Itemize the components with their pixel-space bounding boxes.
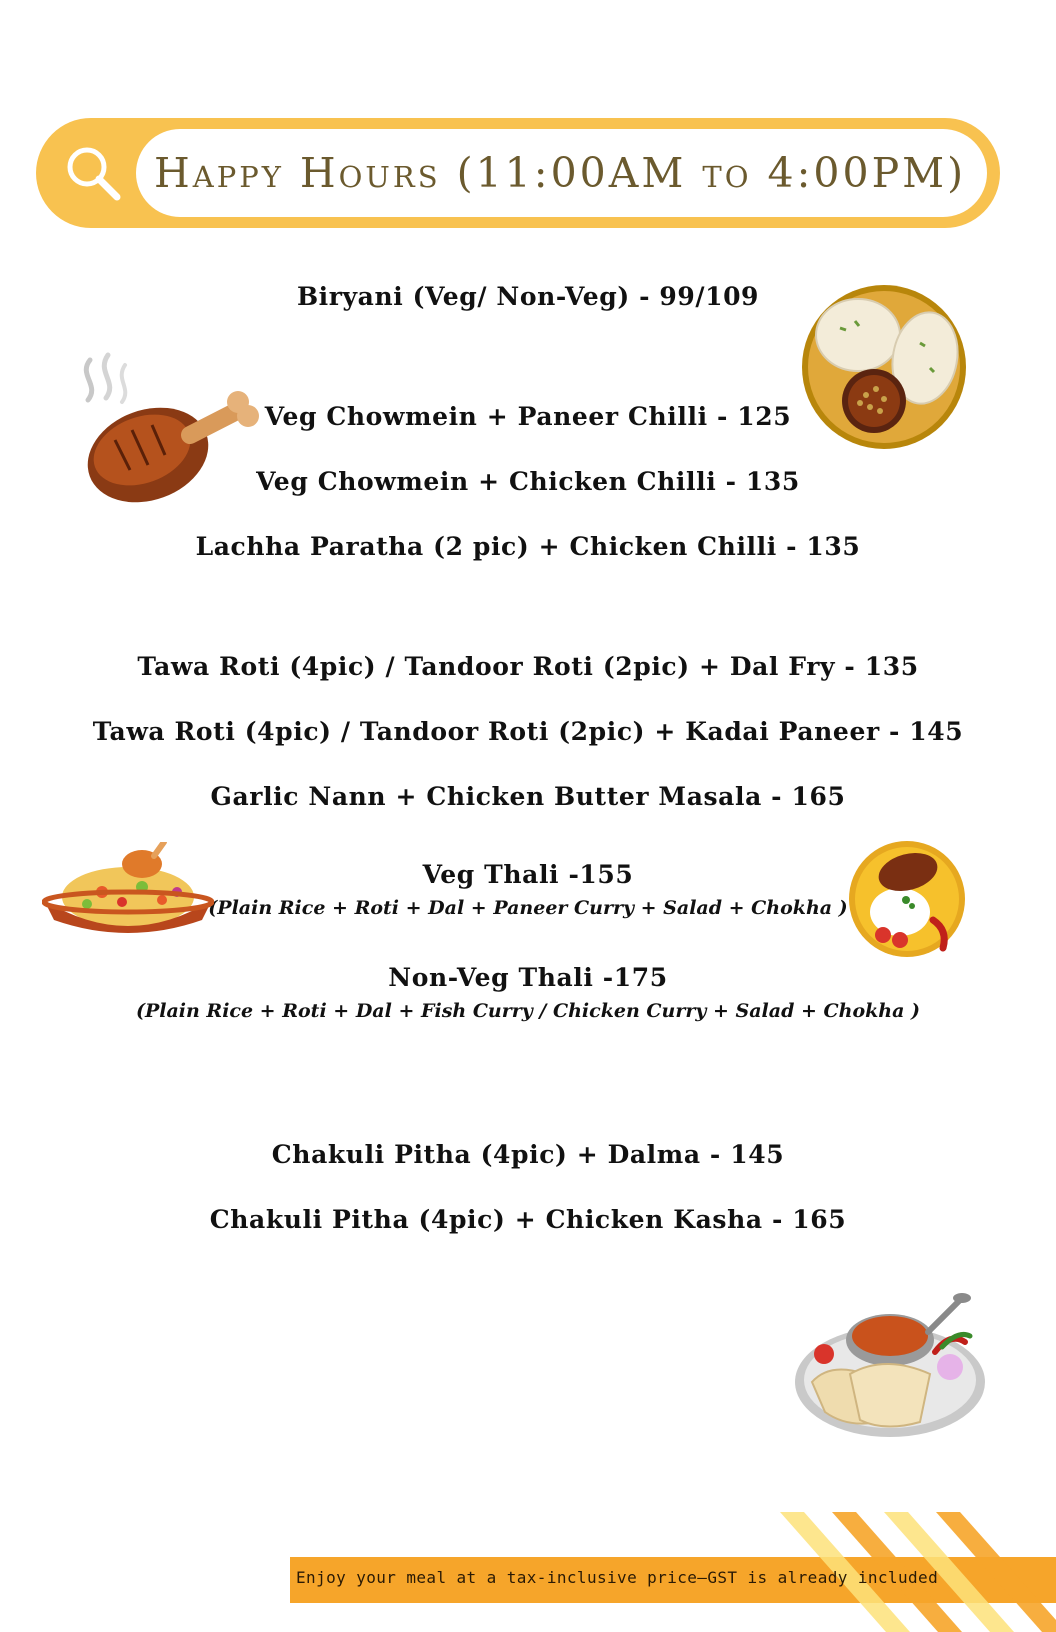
biryani-bowl-icon [42,842,214,947]
menu-item-veg-thali: Veg Thali -155 [422,860,634,889]
page-title: Happy Hours (11:00AM to 4:00PM) [154,149,967,197]
menu-item-chakuli-dalma: Chakuli Pitha (4pic) + Dalma - 145 [271,1140,785,1169]
menu-item-nonveg-thali: Non-Veg Thali -175 [388,963,668,992]
search-icon [62,142,124,204]
footer-note: Enjoy your meal at a tax-inclusive price—GST is already included [296,1568,939,1587]
menu-item-veg-chowmein-paneer: Veg Chowmein + Paneer Chilli - 125 [264,402,792,431]
nonveg-thali-description: (Plain Rice + Roti + Dal + Fish Curry / Chicken Curry + Salad + Chokha ) [135,1000,921,1022]
header-title-box [136,129,987,217]
chicken-leg-icon [70,350,270,510]
menu-item-lachha-paratha: Lachha Paratha (2 pic) + Chicken Chilli - 135 [195,532,861,561]
menu-item-garlic-nann: Garlic Nann + Chicken Butter Masala - 165 [210,782,846,811]
header-bar [36,118,1000,228]
chicken-rice-plate-icon [848,840,966,958]
menu-item-chakuli-kasha: Chakuli Pitha (4pic) + Chicken Kasha - 165 [209,1205,847,1234]
veg-thali-description: (Plain Rice + Roti + Dal + Paneer Curry + Salad + Chokha ) [208,897,848,919]
menu-item-veg-chowmein-chicken: Veg Chowmein + Chicken Chilli - 135 [256,467,800,496]
dal-roti-plate-icon [790,1292,990,1442]
naan-plate-icon [800,283,968,451]
menu-item-tawa-dal: Tawa Roti (4pic) / Tandoor Roti (2pic) + Dal Fry - 135 [137,652,919,681]
menu-item-biryani: Biryani (Veg/ Non-Veg) - 99/109 [296,282,760,311]
menu-item-tawa-paneer: Tawa Roti (4pic) / Tandoor Roti (2pic) + Kadai Paneer - 145 [92,717,964,746]
